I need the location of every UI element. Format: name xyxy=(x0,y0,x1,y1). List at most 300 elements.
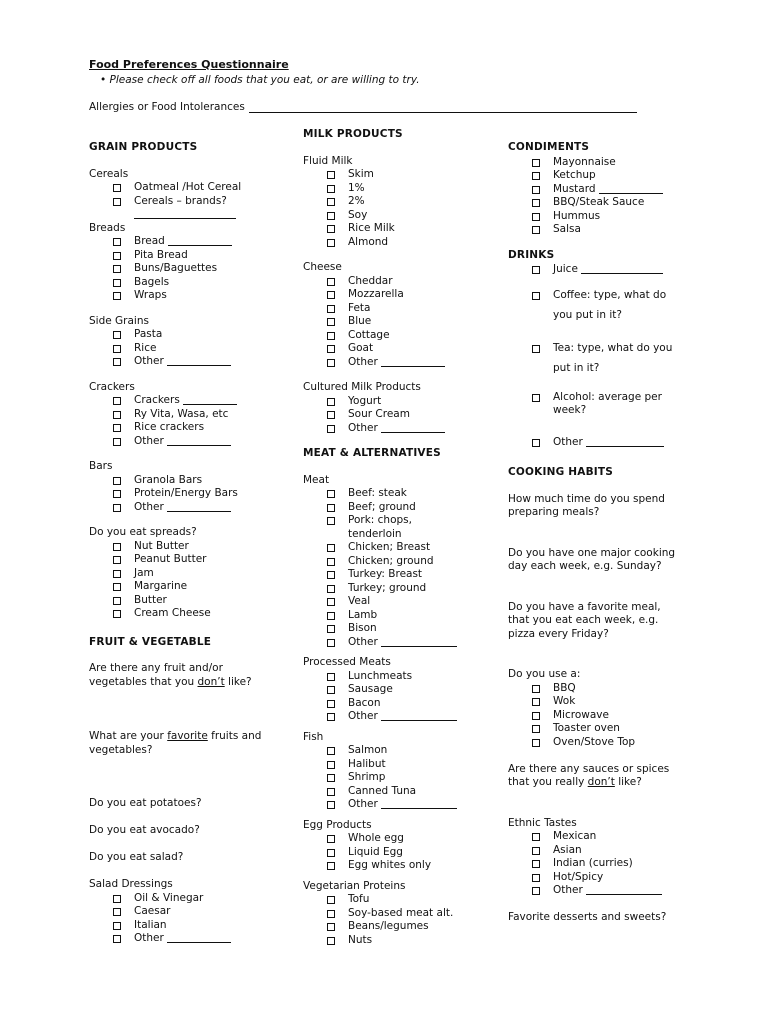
checkbox[interactable] xyxy=(113,198,121,206)
checkbox[interactable] xyxy=(113,504,121,512)
item-label: Sour Cream xyxy=(348,408,410,420)
checkbox[interactable] xyxy=(532,847,540,855)
list-item[interactable] xyxy=(89,342,264,356)
list-item[interactable] xyxy=(303,541,478,555)
checkbox[interactable] xyxy=(532,712,540,720)
drinks-heading: DRINKS xyxy=(508,248,555,261)
checkbox[interactable] xyxy=(113,292,121,300)
list-item[interactable] xyxy=(89,276,264,290)
list-item[interactable] xyxy=(303,798,478,812)
checkbox[interactable] xyxy=(327,761,335,769)
list-item[interactable] xyxy=(303,832,478,846)
checkbox[interactable] xyxy=(532,159,540,167)
item-label: Chicken; ground xyxy=(348,554,434,567)
checkbox[interactable] xyxy=(113,265,121,273)
checkbox[interactable] xyxy=(113,358,121,366)
item-label: Beef; ground xyxy=(348,500,416,513)
item-label: Peanut Butter xyxy=(134,553,207,565)
list-item[interactable] xyxy=(303,859,478,873)
list-item[interactable] xyxy=(303,785,478,799)
list-item[interactable] xyxy=(89,892,264,906)
item-label: Beans/legumes xyxy=(348,920,429,932)
cooking-day-question-line2: day each week, e.g. Sunday? xyxy=(508,560,662,572)
checkbox[interactable] xyxy=(327,425,335,433)
list-item[interactable] xyxy=(508,338,683,378)
avocado-question: Do you eat avocado? xyxy=(89,824,200,836)
item-label: Pita Bread xyxy=(134,248,188,261)
checkbox[interactable] xyxy=(327,849,335,857)
list-item[interactable] xyxy=(508,285,683,325)
list-item[interactable] xyxy=(89,421,264,435)
blank-line[interactable] xyxy=(167,501,231,512)
checkbox[interactable] xyxy=(113,397,121,405)
list-item[interactable] xyxy=(89,408,264,422)
list-item[interactable] xyxy=(303,487,478,501)
list-item[interactable] xyxy=(303,846,478,860)
list-item[interactable] xyxy=(89,474,264,488)
list-item[interactable] xyxy=(89,195,264,209)
appliance-question: Do you use a: xyxy=(508,668,581,680)
spreads-question: Do you eat spreads? xyxy=(89,526,197,538)
list-item[interactable] xyxy=(89,487,264,501)
list-item[interactable] xyxy=(303,934,478,948)
item-label xyxy=(553,338,672,378)
text: don’t xyxy=(197,675,225,688)
checkbox[interactable] xyxy=(327,598,335,606)
list-item[interactable] xyxy=(508,436,683,450)
checkbox[interactable] xyxy=(327,801,335,809)
list-item[interactable] xyxy=(303,636,478,650)
blank-line[interactable] xyxy=(167,932,231,943)
column-condiments-cooking xyxy=(508,141,683,925)
checkbox[interactable] xyxy=(327,398,335,406)
desserts-question: Favorite desserts and sweets? xyxy=(508,911,667,923)
list-item[interactable] xyxy=(303,893,478,907)
item-label: BBQ xyxy=(553,681,576,694)
list-item[interactable] xyxy=(303,622,478,636)
item-label: Bread xyxy=(134,235,165,247)
item-label: Cottage xyxy=(348,328,390,341)
checkbox[interactable] xyxy=(327,185,335,193)
item-label: Rice Milk xyxy=(348,222,395,234)
list-item[interactable] xyxy=(89,181,264,195)
list-item[interactable] xyxy=(508,223,683,237)
item-label: Sausage xyxy=(348,683,393,695)
checkbox[interactable] xyxy=(532,186,540,194)
fruit-vegetable-heading: FRUIT & VEGETABLE xyxy=(89,635,212,648)
checkbox[interactable] xyxy=(327,332,335,340)
list-item[interactable] xyxy=(89,919,264,933)
checkbox[interactable] xyxy=(327,896,335,904)
list-item[interactable] xyxy=(89,249,264,263)
checkbox[interactable] xyxy=(327,558,335,566)
blank-line[interactable] xyxy=(381,422,445,433)
item-label: Crackers xyxy=(134,394,180,406)
text: like? xyxy=(614,776,642,788)
checkbox[interactable] xyxy=(327,612,335,620)
checkbox[interactable] xyxy=(327,517,335,525)
item-label: Jam xyxy=(134,566,154,579)
salad-dressings-label: Salad Dressings xyxy=(89,878,173,890)
checkbox[interactable] xyxy=(532,725,540,733)
checkbox[interactable] xyxy=(327,788,335,796)
item-label: Oven/Stove Top xyxy=(553,735,636,748)
text: put in it? xyxy=(553,361,600,374)
list-item[interactable] xyxy=(508,156,683,170)
blank-line[interactable] xyxy=(581,263,663,274)
column-milk-meat xyxy=(303,128,478,947)
fruit-dislike-q-line1: Are there any fruit and/or xyxy=(89,662,223,674)
blank-line[interactable] xyxy=(183,394,237,405)
item-label: Butter xyxy=(134,593,167,606)
checkbox[interactable] xyxy=(327,171,335,179)
list-item[interactable] xyxy=(303,329,478,343)
item-label: Juice xyxy=(553,263,578,275)
checkbox[interactable] xyxy=(532,833,540,841)
item-label: Other xyxy=(348,635,378,648)
item-label: Oil & Vinegar xyxy=(134,891,204,904)
list-item[interactable] xyxy=(303,302,478,316)
checkbox[interactable] xyxy=(532,439,540,447)
checkbox[interactable] xyxy=(113,908,121,916)
fluid-milk-label: Fluid Milk xyxy=(303,154,353,167)
list-item[interactable] xyxy=(303,697,478,711)
checkbox[interactable] xyxy=(327,862,335,870)
salad-question: Do you eat salad? xyxy=(89,851,184,863)
blank-line[interactable] xyxy=(167,435,231,446)
item-label: Liquid Egg xyxy=(348,845,403,858)
checkbox[interactable] xyxy=(532,199,540,207)
item-label: Salmon xyxy=(348,744,388,756)
cereals-label: Cereals xyxy=(89,167,129,180)
instruction-text: • Please check off all foods that you eat, or are willing to try. xyxy=(100,74,420,86)
item-label: Bacon xyxy=(348,696,381,709)
allergies-row xyxy=(89,101,637,113)
favorite-meal-question-line2: that you eat each week, e.g. xyxy=(508,614,659,626)
text: that you really xyxy=(508,776,588,788)
list-item[interactable] xyxy=(303,222,478,236)
list-item[interactable] xyxy=(508,263,683,277)
checkbox[interactable] xyxy=(113,583,121,591)
list-item[interactable] xyxy=(303,595,478,609)
text: favorite xyxy=(167,730,208,742)
item-label: Rice crackers xyxy=(134,421,205,433)
list-item[interactable] xyxy=(303,168,478,182)
list-item[interactable] xyxy=(508,884,683,898)
checkbox[interactable] xyxy=(532,172,540,180)
checkbox[interactable] xyxy=(532,887,540,895)
checkbox[interactable] xyxy=(327,239,335,247)
list-item[interactable] xyxy=(89,235,264,249)
text: What are your xyxy=(89,730,168,742)
checkbox[interactable] xyxy=(532,394,540,402)
checkbox[interactable] xyxy=(532,292,540,300)
item-label: Mexican xyxy=(553,830,597,842)
list-item[interactable] xyxy=(303,907,478,921)
checkbox[interactable] xyxy=(113,597,121,605)
grain-products-heading: GRAIN PRODUCTS xyxy=(89,141,198,153)
breads-label: Breads xyxy=(89,221,126,234)
checkbox[interactable] xyxy=(532,860,540,868)
list-item[interactable] xyxy=(508,871,683,885)
item-label: Nuts xyxy=(348,933,373,946)
item-label: Wok xyxy=(553,695,576,707)
blank-line[interactable] xyxy=(599,183,663,194)
checkbox[interactable] xyxy=(532,739,540,747)
list-item[interactable] xyxy=(303,408,478,422)
list-item[interactable] xyxy=(303,555,478,569)
list-item[interactable] xyxy=(303,182,478,196)
item-label: Pork: chops, xyxy=(348,514,412,526)
list-item[interactable] xyxy=(303,422,478,436)
blank-line[interactable] xyxy=(134,208,236,219)
text: fruits and xyxy=(207,730,262,742)
list-item[interactable] xyxy=(303,920,478,934)
item-label: Ry Vita, Wasa, etc xyxy=(134,407,229,420)
item-label xyxy=(553,391,662,418)
checkbox[interactable] xyxy=(113,279,121,287)
checkbox[interactable] xyxy=(327,345,335,353)
list-item[interactable] xyxy=(303,670,478,684)
text: Alcohol: average per xyxy=(553,390,662,403)
checkbox[interactable] xyxy=(327,639,335,647)
checkbox[interactable] xyxy=(113,935,121,943)
list-item[interactable] xyxy=(508,196,683,210)
checkbox[interactable] xyxy=(113,184,121,192)
checkbox[interactable] xyxy=(532,226,540,234)
checkbox[interactable] xyxy=(327,625,335,633)
checkbox[interactable] xyxy=(113,252,121,260)
list-item[interactable] xyxy=(89,580,264,594)
list-item[interactable] xyxy=(508,722,683,736)
checkbox[interactable] xyxy=(113,922,121,930)
cooking-day-question-line1: Do you have one major cooking xyxy=(508,546,676,559)
list-item[interactable] xyxy=(303,356,478,370)
list-item[interactable] xyxy=(508,682,683,696)
checkbox[interactable] xyxy=(532,698,540,706)
item-label: BBQ/Steak Sauce xyxy=(553,196,645,208)
checkbox[interactable] xyxy=(327,700,335,708)
checkbox[interactable] xyxy=(327,937,335,945)
checkbox[interactable] xyxy=(113,345,121,353)
checkbox[interactable] xyxy=(327,585,335,593)
checkbox[interactable] xyxy=(327,198,335,206)
checkbox[interactable] xyxy=(327,910,335,918)
checkbox[interactable] xyxy=(327,835,335,843)
blank-line[interactable] xyxy=(586,884,662,895)
checkbox[interactable] xyxy=(327,278,335,286)
checkbox[interactable] xyxy=(327,713,335,721)
list-item[interactable] xyxy=(508,391,683,418)
checkbox[interactable] xyxy=(327,923,335,931)
potatoes-question: Do you eat potatoes? xyxy=(89,797,202,809)
list-item[interactable] xyxy=(508,709,683,723)
checkbox[interactable] xyxy=(532,213,540,221)
item-label: Cream Cheese xyxy=(134,607,211,619)
list-item[interactable] xyxy=(303,288,478,302)
cereal-brand-line[interactable] xyxy=(89,208,264,222)
item-label: Wraps xyxy=(134,289,167,301)
fish-label: Fish xyxy=(303,730,324,743)
list-item[interactable] xyxy=(303,236,478,250)
list-item[interactable] xyxy=(303,275,478,289)
checkbox[interactable] xyxy=(113,610,121,618)
list-item[interactable] xyxy=(89,540,264,554)
list-item[interactable] xyxy=(508,210,683,224)
list-item[interactable] xyxy=(89,501,264,515)
list-item[interactable] xyxy=(89,262,264,276)
item-label: Almond xyxy=(348,235,389,248)
list-item[interactable] xyxy=(303,195,478,209)
list-item[interactable] xyxy=(89,567,264,581)
blank-line[interactable] xyxy=(381,710,457,721)
item-label: Hot/Spicy xyxy=(553,870,604,883)
checkbox[interactable] xyxy=(532,874,540,882)
list-item[interactable] xyxy=(303,710,478,724)
item-label: Skim xyxy=(348,168,374,180)
checkbox[interactable] xyxy=(327,318,335,326)
checkbox[interactable] xyxy=(327,747,335,755)
checkbox[interactable] xyxy=(327,411,335,419)
list-item[interactable] xyxy=(508,169,683,183)
milk-products-heading: MILK PRODUCTS xyxy=(303,128,403,140)
item-label: Italian xyxy=(134,918,167,931)
text: don’t xyxy=(587,776,615,788)
list-item[interactable] xyxy=(89,289,264,303)
item-label: Microwave xyxy=(553,708,609,721)
item-label: Bison xyxy=(348,622,377,634)
checkbox[interactable] xyxy=(327,212,335,220)
blank-line[interactable] xyxy=(586,436,664,447)
item-label: Shrimp xyxy=(348,771,386,783)
text: you put in it? xyxy=(553,308,622,321)
list-item[interactable] xyxy=(89,435,264,449)
checkbox[interactable] xyxy=(113,477,121,485)
item-label: Chicken; Breast xyxy=(348,541,431,553)
blank-line[interactable] xyxy=(381,798,457,809)
checkbox[interactable] xyxy=(327,686,335,694)
list-item[interactable] xyxy=(89,594,264,608)
blank-line[interactable] xyxy=(167,355,231,366)
checkbox[interactable] xyxy=(532,345,540,353)
list-item[interactable] xyxy=(303,582,478,596)
allergies-field[interactable] xyxy=(249,101,637,113)
checkbox[interactable] xyxy=(327,490,335,498)
list-item[interactable] xyxy=(89,394,264,408)
list-item[interactable] xyxy=(303,209,478,223)
ethnic-tastes-label: Ethnic Tastes xyxy=(508,816,577,829)
list-item[interactable] xyxy=(303,315,478,329)
list-item[interactable] xyxy=(508,830,683,844)
checkbox[interactable] xyxy=(327,571,335,579)
checkbox[interactable] xyxy=(113,238,121,246)
list-item[interactable] xyxy=(508,857,683,871)
list-item[interactable] xyxy=(303,771,478,785)
list-item[interactable] xyxy=(89,553,264,567)
checkbox[interactable] xyxy=(113,411,121,419)
list-item[interactable] xyxy=(508,695,683,709)
item-label: Asian xyxy=(553,843,582,856)
item-label: Granola Bars xyxy=(134,473,203,486)
item-label: Toaster oven xyxy=(553,722,620,734)
fruit-favorite-q-line2: vegetables? xyxy=(89,743,153,756)
list-item[interactable] xyxy=(303,568,478,582)
item-label: Egg whites only xyxy=(348,859,432,871)
item-label: Yogurt xyxy=(348,394,382,407)
item-label: Other xyxy=(553,884,583,896)
checkbox[interactable] xyxy=(327,291,335,299)
list-item[interactable] xyxy=(89,355,264,369)
checkbox[interactable] xyxy=(113,424,121,432)
checkbox[interactable] xyxy=(113,895,121,903)
item-label: Nut Butter xyxy=(134,539,189,552)
text: vegetables that you xyxy=(89,675,198,688)
list-item[interactable] xyxy=(89,607,264,621)
item-label: Other xyxy=(348,798,378,810)
item-label: Blue xyxy=(348,315,372,327)
list-item[interactable] xyxy=(508,736,683,750)
checkbox[interactable] xyxy=(327,359,335,367)
list-item[interactable] xyxy=(303,609,478,623)
text: Tea: type, what do you xyxy=(553,341,673,354)
checkbox[interactable] xyxy=(327,504,335,512)
time-question-line2: preparing meals? xyxy=(508,506,600,518)
checkbox[interactable] xyxy=(113,490,121,498)
list-item[interactable] xyxy=(303,683,478,697)
checkbox[interactable] xyxy=(113,556,121,564)
checkbox[interactable] xyxy=(327,544,335,552)
checkbox[interactable] xyxy=(532,685,540,693)
checkbox[interactable] xyxy=(327,774,335,782)
checkbox[interactable] xyxy=(327,305,335,313)
item-label: Beef: steak xyxy=(348,487,407,499)
blank-line[interactable] xyxy=(381,636,457,647)
list-item[interactable] xyxy=(508,183,683,197)
checkbox[interactable] xyxy=(113,570,121,578)
checkbox[interactable] xyxy=(327,225,335,233)
list-item[interactable] xyxy=(303,342,478,356)
list-item[interactable] xyxy=(303,501,478,515)
blank-line[interactable] xyxy=(168,235,232,246)
list-item[interactable] xyxy=(89,905,264,919)
item-label: Other xyxy=(348,710,378,722)
vegetarian-proteins-label: Vegetarian Proteins xyxy=(303,879,406,892)
checkbox[interactable] xyxy=(113,438,121,446)
blank-line[interactable] xyxy=(381,356,445,367)
list-item[interactable] xyxy=(508,844,683,858)
column-grains-fruit xyxy=(89,141,264,946)
checkbox[interactable] xyxy=(113,331,121,339)
item-label: 1% xyxy=(348,181,365,194)
checkbox[interactable] xyxy=(532,266,540,274)
list-item[interactable] xyxy=(303,395,478,409)
checkbox[interactable] xyxy=(113,543,121,551)
item-label: Other xyxy=(134,434,164,447)
item-label: Salsa xyxy=(553,223,581,235)
checkbox[interactable] xyxy=(327,673,335,681)
list-item[interactable] xyxy=(89,932,264,946)
item-label: Mayonnaise xyxy=(553,155,616,168)
cooking-habits-heading: COOKING HABITS xyxy=(508,466,614,478)
list-item[interactable] xyxy=(89,328,264,342)
item-label: Soy xyxy=(348,208,368,221)
sauces-question-line2 xyxy=(508,776,683,790)
item-label: Buns/Baguettes xyxy=(134,262,218,274)
item-label: Whole egg xyxy=(348,832,404,844)
list-item[interactable] xyxy=(303,514,478,528)
list-item[interactable] xyxy=(303,758,478,772)
list-item[interactable] xyxy=(303,744,478,758)
